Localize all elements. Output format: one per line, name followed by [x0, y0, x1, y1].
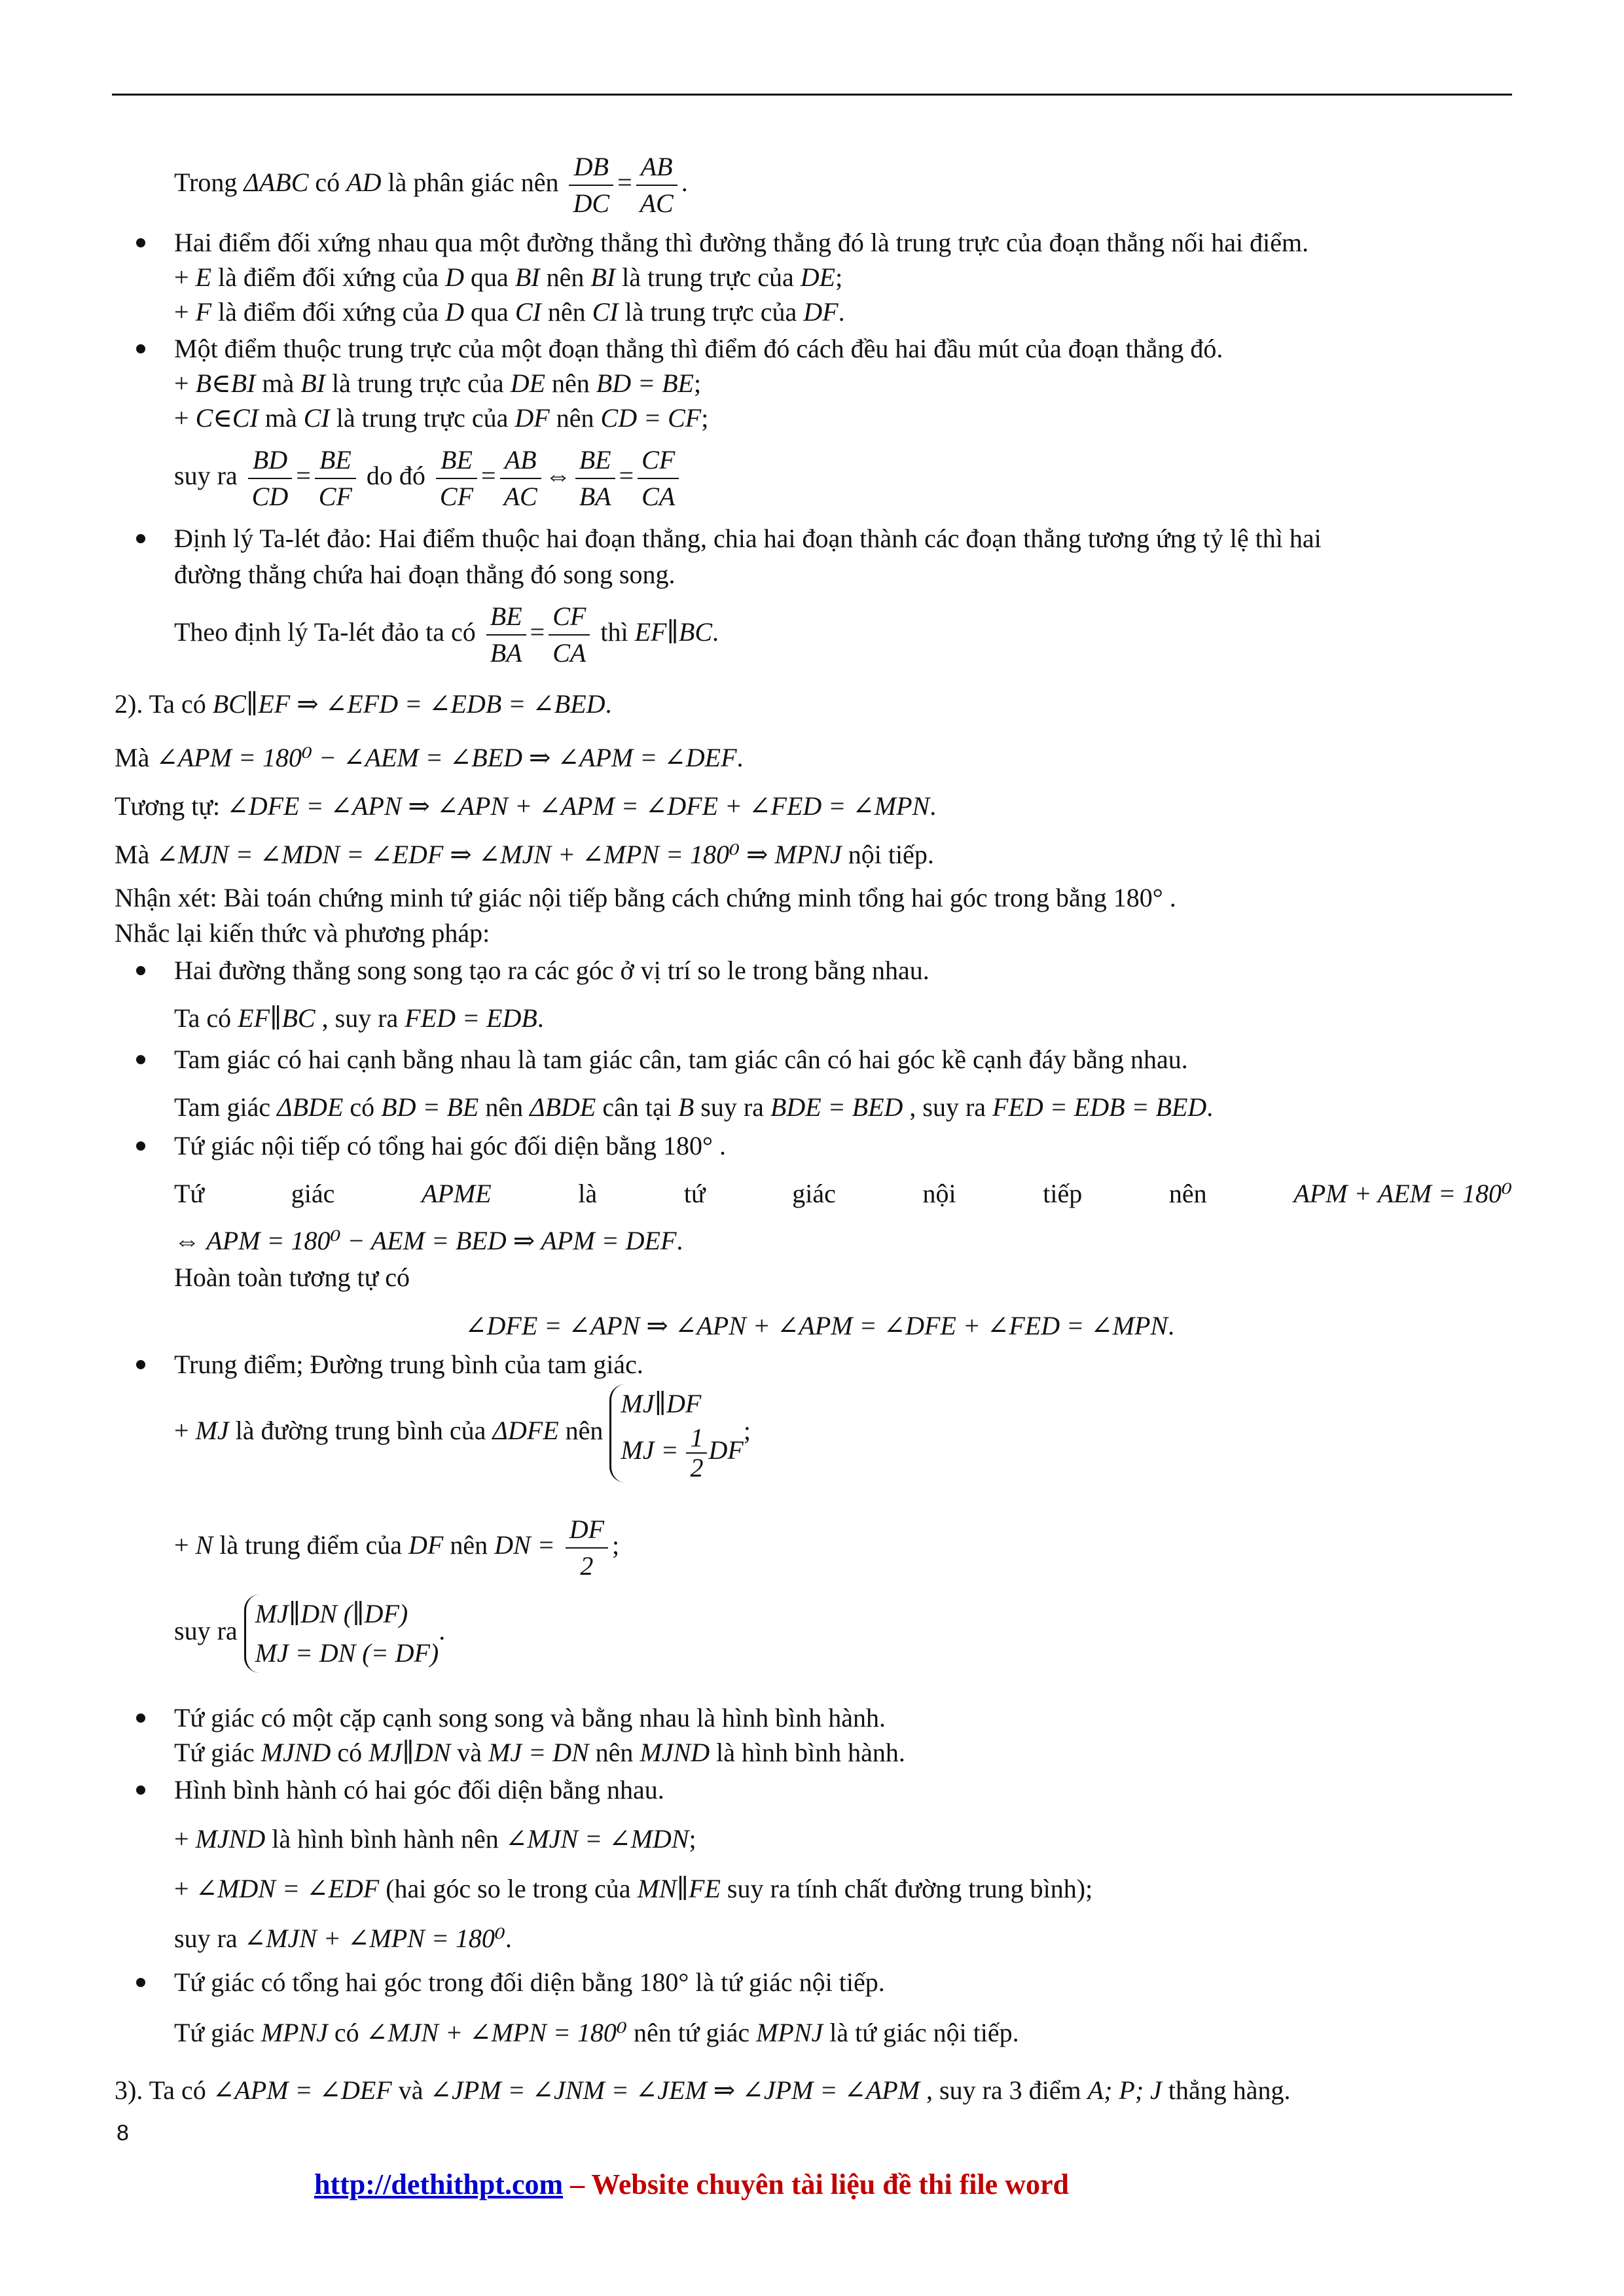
text-line: suy ra ∠MJN + ∠MPN = 180⁰.	[174, 1924, 512, 1953]
fraction: $\frac{BE}{CF}$	[436, 442, 477, 514]
text-line: + MJ là đường trung bình của ΔDFE nên MJ∥DF MJ = $\frac{1}{2}$ DF ;	[174, 1384, 751, 1482]
bullet-text: đường thẳng chứa hai đoạn thẳng đó song song.	[174, 560, 676, 589]
bullet-text: Hai điểm đối xứng nhau qua một đường thẳng thì đường thẳng đó là trung trực của đoạn thẳng nối hai điểm.	[174, 228, 1309, 257]
fraction: $\frac{BE}{BA}$	[575, 442, 615, 514]
text-line: + N là trung điểm của DF nên DN = $\frac{DF}{2}$ ;	[174, 1512, 619, 1584]
text-line: ⇔ APM = 180⁰ − AEM = BED ⇒ APM = DEF.	[174, 1226, 683, 1255]
text-line: Ta có EF∥BC , suy ra FED = EDB.	[174, 1003, 544, 1033]
header-rule	[112, 94, 1512, 96]
fraction: $\frac{CF}{CA}$	[638, 442, 679, 514]
text-line: 2). Ta có BC∥EF ⇒ ∠EFD = ∠EDB = ∠BED.	[115, 689, 612, 719]
text-line: Tứ giác MPNJ có ∠MJN + ∠MPN = 180⁰ nên tứ giác MPNJ là tứ giác nội tiếp.	[174, 2018, 1019, 2047]
bullet-icon	[136, 1713, 145, 1723]
bullet-text: Hai đường thẳng song song tạo ra các góc ở vị trí so le trong bằng nhau.	[174, 956, 929, 985]
text-line: Hoàn toàn tương tự có	[174, 1263, 410, 1292]
text-line: Tứ giác APME là tứ giác nội tiếp nên APM + AEM = 180⁰	[174, 1179, 1512, 1208]
fraction: $\frac{DF}{2}$	[566, 1512, 608, 1584]
bullet-text: Trung điểm; Đường trung bình của tam giác.	[174, 1350, 643, 1379]
bullet-icon	[136, 1978, 145, 1987]
bullet-text: Tứ giác nội tiếp có tổng hai góc đối diện bằng 180° .	[174, 1131, 727, 1160]
text-line: ∠DFE = ∠APN ⇒ ∠APN + ∠APM = ∠DFE + ∠FED = ∠MPN.	[465, 1311, 1175, 1340]
bullet-icon	[136, 1785, 145, 1795]
fraction: $\frac{CF}{CA}$	[549, 599, 590, 671]
bullet-text: Tứ giác có tổng hai góc trong đối diện bằng 180° là tứ giác nội tiếp.	[174, 1967, 885, 1997]
bullet-text: Hình bình hành có hai góc đối diện bằng nhau.	[174, 1775, 664, 1804]
bullet-text: Tam giác có hai cạnh bằng nhau là tam giác cân, tam giác cân có hai góc kề cạnh đáy bằng nhau.	[174, 1045, 1188, 1074]
text-line: Tương tự: ∠DFE = ∠APN ⇒ ∠APN + ∠APM = ∠DFE + ∠FED = ∠MPN.	[115, 791, 937, 821]
bullet-icon	[136, 1360, 145, 1369]
equation-system: MJ∥DN (∥DF) MJ = DN (= DF)	[244, 1594, 439, 1673]
fraction: $\frac{AB}{AC}$	[636, 149, 677, 221]
bullet-text: Định lý Ta-lét đảo: Hai điểm thuộc hai đoạn thẳng, chia hai đoạn thành các đoạn thẳng tương ứng tỷ lệ thì hai	[174, 524, 1322, 553]
text-line: Nhắc lại kiến thức và phương pháp:	[115, 918, 490, 948]
text-line: + E là điểm đối xứng của D qua BI nên BI là trung trực của DE;	[174, 262, 843, 292]
bullet-text: Tứ giác có một cặp cạnh song song và bằng nhau là hình bình hành.	[174, 1703, 886, 1732]
text-line: Tứ giác MJND có MJ∥DN và MJ = DN nên MJND là hình bình hành.	[174, 1738, 905, 1767]
fraction: $\frac{DB}{DC}$	[569, 149, 613, 221]
text-line: Tam giác ΔBDE có BD = BE nên ΔBDE cân tại B suy ra BDE = BED , suy ra FED = EDB = BED.	[174, 1092, 1214, 1122]
bullet-icon	[136, 1055, 145, 1064]
footer: http://dethithpt.com – Website chuyên tài liệu đề thi file word	[314, 2168, 1069, 2200]
text-line: + F là điểm đối xứng của D qua CI nên CI là trung trực của DF.	[174, 297, 845, 327]
bullet-icon	[136, 344, 145, 353]
bullet-text: Một điểm thuộc trung trực của một đoạn thẳng thì điểm đó cách đều hai đầu mút của đoạn thẳng đó.	[174, 334, 1223, 363]
fraction: $\frac{BE}{BA}$	[486, 599, 526, 671]
text-line: suy ra MJ∥DN (∥DF) MJ = DN (= DF) .	[174, 1594, 445, 1673]
text-line: suy ra $\frac{BD}{CD}$ = $\frac{BE}{CF}$ do đó $\frac{BE}{CF}$ = $\frac{AB}{AC}$ ⇔ $\frac{BE}{BA}$ = $\frac{CF}{CA}$	[174, 442, 683, 514]
bullet-icon	[136, 1141, 145, 1151]
fraction: $\frac{AB}{AC}$	[500, 442, 541, 514]
text-line: Nhận xét: Bài toán chứng minh tứ giác nội tiếp bằng cách chứng minh tổng hai góc trong bằng 180° .	[115, 883, 1176, 912]
equation-system: MJ∥DF MJ = $\frac{1}{2}$ DF	[609, 1384, 743, 1482]
fraction: $\frac{BE}{CF}$	[315, 442, 356, 514]
text-line: Mà ∠APM = 180⁰ − ∠AEM = ∠BED ⇒ ∠APM = ∠DEF.	[115, 743, 744, 772]
footer-link[interactable]: http://dethithpt.com	[314, 2168, 564, 2200]
text-line: 3). Ta có ∠APM = ∠DEF và ∠JPM = ∠JNM = ∠JEM ⇒ ∠JPM = ∠APM , suy ra 3 điểm A; P; J thẳng hàng.	[115, 2075, 1291, 2105]
bullet-icon	[136, 534, 145, 543]
fraction: $\frac{BD}{CD}$	[248, 442, 293, 514]
text-line: + C∈CI mà CI là trung trực của DF nên CD = CF;	[174, 403, 709, 433]
text-line: + MJND là hình bình hành nên ∠MJN = ∠MDN;	[174, 1824, 696, 1854]
text-line: Theo định lý Ta-lét đảo ta có $\frac{BE}{BA}$ = $\frac{CF}{CA}$ thì EF∥BC.	[174, 599, 719, 671]
text-line: Trong ΔABC có AD là phân giác nên $\frac{DB}{DC}$ = $\frac{AB}{AC}$ .	[174, 149, 688, 221]
text-line: + ∠MDN = ∠EDF (hai góc so le trong của MN∥FE suy ra tính chất đường trung bình);	[174, 1874, 1093, 1903]
text-line: Mà ∠MJN = ∠MDN = ∠EDF ⇒ ∠MJN + ∠MPN = 180⁰ ⇒ MPNJ nội tiếp.	[115, 840, 934, 869]
page-number: 8	[117, 2121, 129, 2145]
bullet-icon	[136, 966, 145, 975]
text-line: + B∈BI mà BI là trung trực của DE nên BD = BE;	[174, 368, 702, 398]
bullet-icon	[136, 238, 145, 247]
